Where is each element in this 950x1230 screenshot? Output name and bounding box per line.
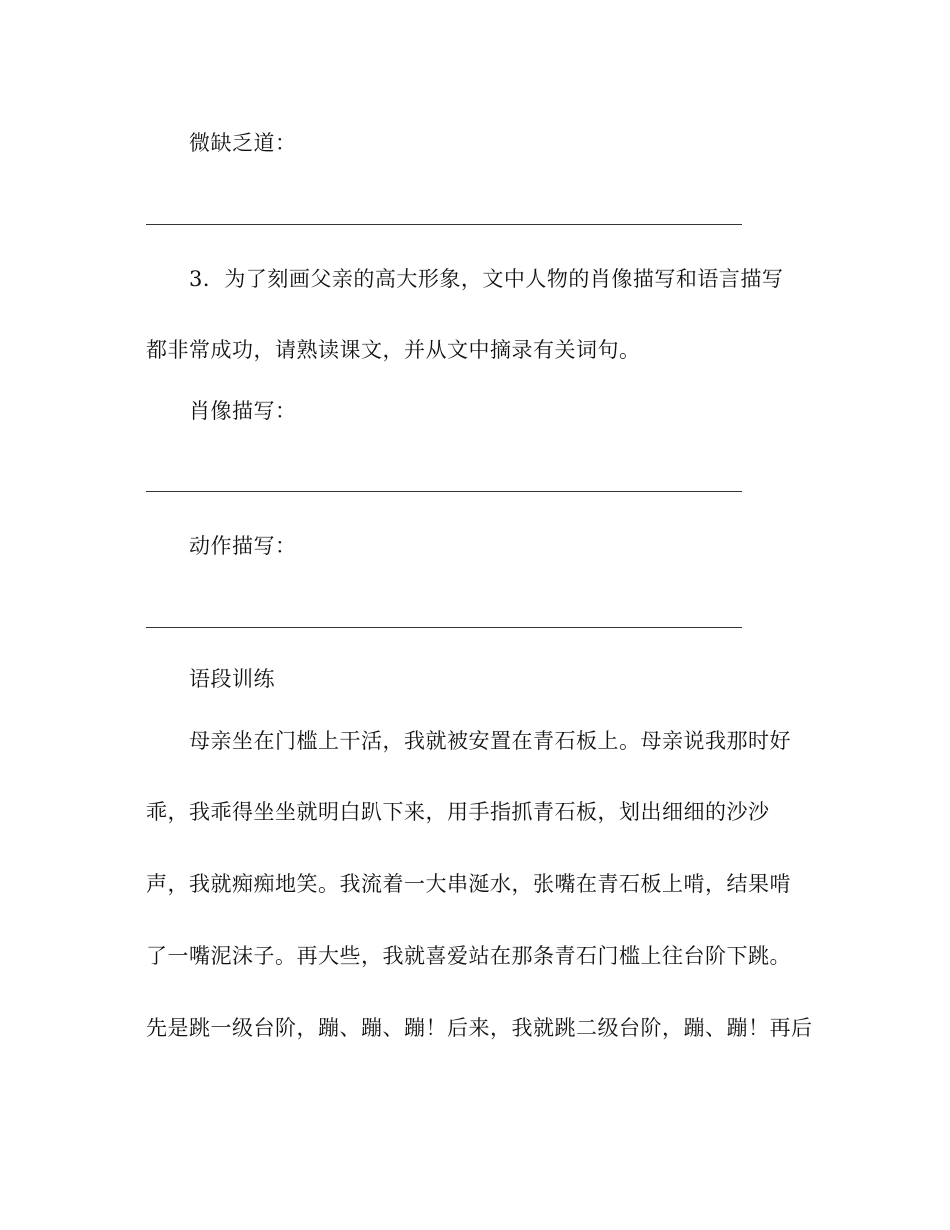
action-label: 动作描写： xyxy=(189,534,297,558)
passage-line: 先是跳一级台阶，蹦、蹦、蹦！后来，我就跳二级台阶，蹦、蹦！再后 xyxy=(146,1016,813,1040)
question-3-line-1: 3．为了刻画父亲的高大形象，文中人物的肖像描写和语言描写 xyxy=(189,267,784,291)
answer-blank-line xyxy=(146,491,742,492)
passage-heading: 语段训练 xyxy=(189,667,275,691)
answer-blank-line xyxy=(146,627,742,628)
passage-line: 乖，我乖得坐坐就明白趴下来，用手指抓青石板，划出细细的沙沙 xyxy=(146,800,770,824)
portrait-label: 肖像描写： xyxy=(189,399,297,423)
passage-line: 了一嘴泥沫子。再大些，我就喜爱站在那条青石门槛上往台阶下跳。 xyxy=(146,944,791,968)
passage-line: 母亲坐在门槛上干活，我就被安置在青石板上。母亲说我那时好 xyxy=(189,729,791,753)
passage-line: 声，我就痴痴地笑。我流着一大串涎水，张嘴在青石板上啃，结果啃 xyxy=(146,872,791,896)
answer-blank-line xyxy=(146,224,742,225)
question-3-line-2: 都非常成功，请熟读课文，并从文中摘录有关词句。 xyxy=(146,338,641,362)
answer-label-lacking: 微缺乏道： xyxy=(189,131,297,155)
